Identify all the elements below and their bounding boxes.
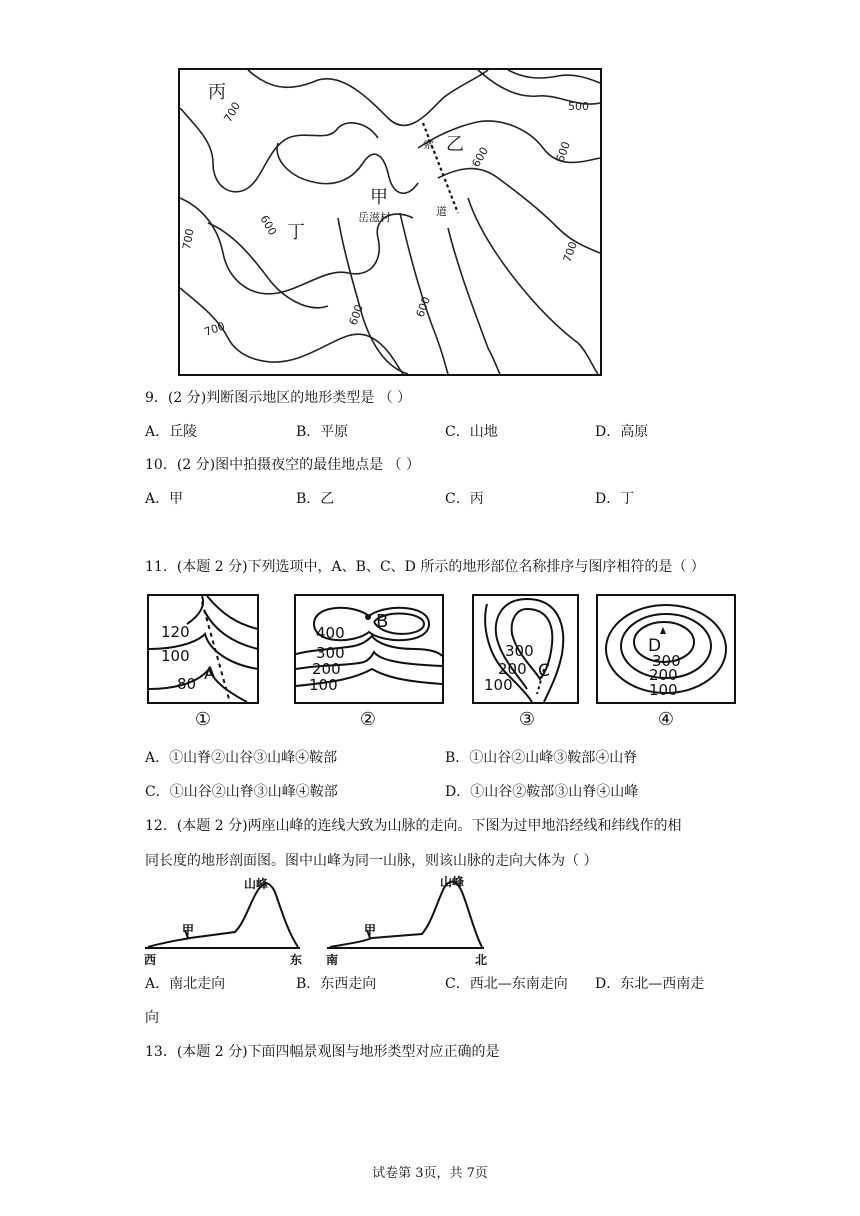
contour-map	[178, 68, 602, 376]
village-label: 岳滋村	[358, 211, 391, 224]
question-10: 10．(2 分)图中拍摄夜空的最佳地点是 （ ）	[145, 457, 420, 473]
q10-option-b[interactable]: B．乙	[296, 491, 335, 507]
fig4-label: 100	[649, 681, 678, 699]
fig3-label: 200	[498, 660, 527, 678]
fig2-label: 300	[316, 644, 345, 662]
question-11: 11．(本题 2 分)下列选项中，A、B、C、D 所示的地形部位名称排序与图序相符的是（ ）	[145, 559, 705, 575]
fig2-label: 200	[312, 660, 341, 678]
contour-label: 600	[346, 302, 367, 328]
q9-option-a[interactable]: A．丘陵	[145, 424, 198, 440]
question-13: 13．(本题 2 分)下面四幅景观图与地形类型对应正确的是	[145, 1044, 500, 1060]
profile-south-north	[322, 872, 494, 970]
contour-label: 600	[553, 139, 574, 165]
profile2-peak: 山峰	[440, 875, 465, 889]
question-12-line1: 12．(本题 2 分)两座山峰的连线大致为山脉的走向。下图为过甲地沿经线和纬线作的相	[145, 818, 682, 834]
q10-option-c[interactable]: C．丙	[445, 491, 484, 507]
profile2-point: 甲	[364, 923, 377, 937]
fig4-label: 300	[652, 652, 681, 670]
profile1-point: 甲	[182, 923, 195, 937]
q11-option-c[interactable]: C．①山谷②山脊③山峰④鞍部	[145, 784, 338, 800]
place-label-yi: 乙	[446, 134, 464, 155]
profile1-peak: 山峰	[244, 877, 269, 891]
q12-option-b[interactable]: B．东西走向	[296, 976, 377, 992]
contour-label: 700	[180, 227, 197, 251]
profile2-south: 南	[326, 953, 339, 967]
contour-label: 700	[221, 99, 244, 125]
contour-label: 700	[202, 319, 227, 339]
fig4-point-d: D	[648, 636, 662, 656]
figure-2-numeral: ②	[359, 709, 377, 730]
fig2-label: 400	[316, 624, 345, 642]
contour-label: 700	[560, 239, 581, 265]
figure-2-saddle	[294, 594, 444, 704]
q9-option-d[interactable]: D．高原	[595, 424, 649, 440]
q11-option-a[interactable]: A．①山脊②山谷③山峰④鞍部	[145, 750, 338, 766]
fig3-point-c: C	[538, 661, 550, 681]
q12-option-d[interactable]: D．东北—西南走	[595, 976, 705, 992]
figure-1-valley	[147, 594, 259, 704]
question-9: 9．(2 分)判断图示地区的地形类型是 （ ）	[145, 390, 412, 406]
fig3-label: 100	[484, 676, 513, 694]
profile1-west: 西	[144, 953, 157, 967]
cableway-label-suo: 索	[423, 138, 434, 151]
q11-option-d[interactable]: D．①山谷②鞍部③山脊④山峰	[445, 784, 639, 800]
q12-option-c[interactable]: C．西北—东南走向	[445, 976, 568, 992]
fig3-label: 300	[505, 642, 534, 660]
figure-4-numeral: ④	[657, 709, 675, 730]
page-footer: 试卷第 3页，共 7页	[372, 1166, 488, 1181]
fig1-label: 120	[161, 623, 190, 641]
contour-label: 600	[413, 294, 434, 320]
contour-label: 600	[469, 144, 492, 170]
profile2-north: 北	[475, 953, 488, 967]
fig1-label: 100	[161, 647, 190, 665]
fig1-label: 80	[177, 675, 197, 693]
q12-option-d-wrap: 向	[145, 1010, 159, 1026]
figure-3-numeral: ③	[518, 709, 536, 730]
fig2-label: 100	[309, 676, 338, 694]
figure-1-numeral: ①	[194, 709, 212, 730]
fig4-label: 200	[649, 666, 678, 684]
profile-west-east	[140, 872, 310, 970]
question-12-line2: 同长度的地形剖面图。图中山峰为同一山脉，则该山脉的走向大体为（ ）	[145, 853, 598, 869]
place-label-ding: 丁	[287, 222, 305, 243]
q9-option-c[interactable]: C．山地	[445, 424, 498, 440]
figure-4-peak	[596, 594, 736, 704]
place-label-bing: 丙	[208, 82, 226, 103]
place-label-jia: 甲	[370, 187, 388, 208]
q10-option-d[interactable]: D．丁	[595, 491, 635, 507]
q11-option-b[interactable]: B．①山谷②山峰③鞍部④山脊	[445, 750, 638, 766]
figure-3-ridge	[472, 594, 579, 704]
q10-option-a[interactable]: A．甲	[145, 491, 184, 507]
contour-label: 600	[257, 213, 280, 238]
cableway-label-dao: 道	[436, 205, 447, 218]
contour-label: 500	[568, 100, 589, 113]
q12-option-a[interactable]: A．南北走向	[145, 976, 226, 992]
fig1-point-a: A	[204, 664, 216, 684]
fig2-point-b: B	[376, 611, 389, 632]
profile1-east: 东	[290, 953, 303, 967]
q9-option-b[interactable]: B．平原	[296, 424, 349, 440]
